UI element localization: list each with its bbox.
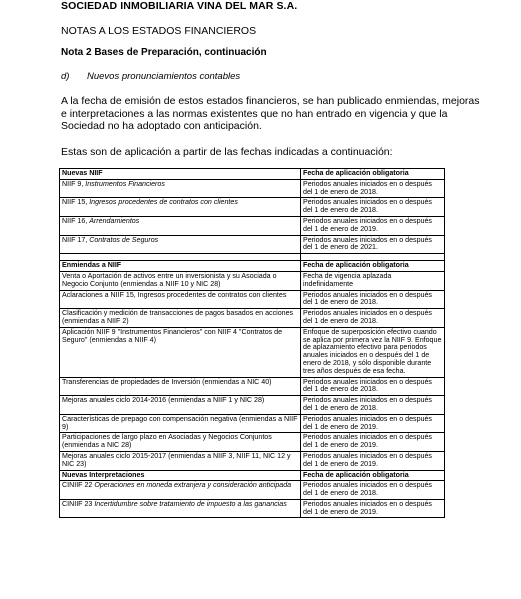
- table-section-header: [60, 261, 445, 272]
- pronouncements-table: [59, 168, 445, 518]
- standard-cell: [60, 499, 301, 518]
- standard-name: Arrendamientos: [89, 216, 140, 225]
- company-name: SOCIEDAD INMOBILIARIA VINA DEL MAR S.A.: [61, 0, 298, 12]
- table-spacer-row: [60, 254, 445, 261]
- section-header-title: Nuevas Interpretaciones: [60, 470, 301, 481]
- standard-name: Contratos de Seguros: [89, 235, 159, 244]
- table-row: [60, 179, 445, 198]
- table-row: [60, 396, 445, 415]
- standard-name: Venta o Aportación de activos entre un inversionista y su Asociada o Negocio Conjunto (enmiendas a NIIF 10 y NIC 28): [62, 271, 277, 288]
- section-header-date: Fecha de aplicación obligatoria: [301, 470, 445, 481]
- intro-line: Estas son de aplicación a partir de las fechas indicadas a continuación:: [61, 146, 393, 158]
- standard-name: Clasificación y medición de transacciones de pagos basados en acciones (enmiendas a NIIF 2): [62, 309, 294, 325]
- section-header-date: Fecha de aplicación obligatoria: [301, 169, 445, 180]
- standard-cell: [60, 198, 301, 217]
- table-row: [60, 499, 445, 518]
- table-row: [60, 198, 445, 217]
- effective-date-cell: Periodos anuales iniciados en o después del 1 de enero de 2018.: [301, 309, 445, 328]
- standard-cell: [60, 396, 301, 415]
- standard-cell: [60, 481, 301, 500]
- table-row: [60, 235, 445, 254]
- table-row: [60, 327, 445, 377]
- section-header-title: Enmiendas a NIIF: [60, 261, 301, 272]
- standard-name: Instrumentos Financieros: [85, 179, 165, 188]
- standard-code: NIIF 9,: [62, 179, 86, 188]
- effective-date-cell: Periodos anuales iniciados en o después del 1 de enero de 2018.: [301, 198, 445, 217]
- table-row: [60, 451, 445, 470]
- intro-paragraph: A la fecha de emisión de estos estados financieros, se han publicado enmiendas, mejoras e interpretaciones a las normas existentes que no han entrado en vigencia y que la Sociedad no ha adoptado con anticipación.: [61, 95, 480, 132]
- standard-cell: [60, 179, 301, 198]
- standard-cell: [60, 216, 301, 235]
- spacer-cell: [301, 254, 445, 261]
- subsection-title: Nuevos pronunciamientos contables: [87, 71, 241, 82]
- standard-cell: [60, 433, 301, 452]
- effective-date-cell: Fecha de vigencia aplazada indefinidamente: [301, 271, 445, 290]
- effective-date-cell: Periodos anuales iniciados en o después del 1 de enero de 2018.: [301, 396, 445, 415]
- standard-name: Aplicación NIIF 9 "Instrumentos Financieros" con NIIF 4 "Contratos de Seguro" (enmiendas a NIIF 4): [62, 327, 283, 344]
- section-header-date: Fecha de aplicación obligatoria: [301, 261, 445, 272]
- effective-date-cell: Periodos anuales iniciados en o después del 1 de enero de 2019.: [301, 414, 445, 433]
- table-section-header: [60, 169, 445, 180]
- standard-code: CINIIF 22: [62, 481, 95, 490]
- section-header-title: Nuevas NIIF: [60, 169, 301, 180]
- standard-code: CINIIF 23: [62, 499, 95, 508]
- effective-date-cell: Periodos anuales iniciados en o después del 1 de enero de 2018.: [301, 179, 445, 198]
- standard-cell: [60, 327, 301, 377]
- table-row: [60, 290, 445, 309]
- effective-date-cell: Periodos anuales iniciados en o después del 1 de enero de 2018.: [301, 377, 445, 396]
- subsection-heading: [61, 71, 240, 82]
- effective-date-cell: Enfoque de superposición efectivo cuando se aplica por primera vez la NIIF 9. Enfoque de aplazamiento efectivo para periodos anuales iniciados en o después del 1 de enero de 2018, y sólo disponible durante tres años después de esa fecha.: [301, 327, 445, 377]
- effective-date-cell: Periodos anuales iniciados en o después del 1 de enero de 2019.: [301, 451, 445, 470]
- standard-cell: [60, 451, 301, 470]
- effective-date-cell: Periodos anuales iniciados en o después del 1 de enero de 2021.: [301, 235, 445, 254]
- standard-name: Mejoras anuales ciclo 2014-2016 (enmiendas a NIIF 1 y NIC 28): [62, 396, 265, 405]
- effective-date-cell: Periodos anuales iniciados en o después del 1 de enero de 2019.: [301, 433, 445, 452]
- standard-name: Participaciones de largo plazo en Asociadas y Negocios Conjuntos (enmiendas a NIC 28): [62, 433, 272, 450]
- standard-cell: [60, 377, 301, 396]
- standard-cell: [60, 290, 301, 309]
- standard-name: Transferencias de propiedades de Inversión (enmiendas a NIC 40): [62, 377, 272, 386]
- table-row: [60, 433, 445, 452]
- table-row: [60, 309, 445, 328]
- effective-date-cell: Periodos anuales iniciados en o después del 1 de enero de 2019.: [301, 216, 445, 235]
- standard-name: Mejoras anuales ciclo 2015-2017 (enmiendas a NIIF 3, NIIF 11, NIC 12 y NIC 23): [62, 451, 291, 468]
- section-heading: Nota 2 Bases de Preparación, continuación: [61, 47, 267, 58]
- table-row: [60, 377, 445, 396]
- standard-cell: [60, 271, 301, 290]
- table-row: [60, 481, 445, 500]
- standard-cell: [60, 309, 301, 328]
- standard-cell: [60, 235, 301, 254]
- standard-code: NIIF 17,: [62, 235, 90, 244]
- standard-name: Aclaraciones a NIIF 15, Ingresos procedentes de contratos con clientes: [62, 290, 287, 299]
- table-row: [60, 216, 445, 235]
- table-section-header: [60, 470, 445, 481]
- standard-code: NIIF 15,: [62, 198, 90, 207]
- table-row: [60, 414, 445, 433]
- effective-date-cell: Periodos anuales iniciados en o después del 1 de enero de 2018.: [301, 290, 445, 309]
- standard-name: Operaciones en moneda extranjera y consideración anticipada: [94, 481, 292, 490]
- standard-code: NIIF 16,: [62, 216, 90, 225]
- subsection-letter: d): [61, 71, 70, 82]
- standard-name: Incertidumbre sobre tratamiento de impuesto a las ganancias: [94, 499, 287, 508]
- notes-title: NOTAS A LOS ESTADOS FINANCIEROS: [61, 25, 257, 37]
- standard-cell: [60, 414, 301, 433]
- effective-date-cell: Periodos anuales iniciados en o después del 1 de enero de 2019.: [301, 499, 445, 518]
- table-row: [60, 271, 445, 290]
- spacer-cell: [60, 254, 301, 261]
- standard-name: Ingresos procedentes de contratos con clientes: [89, 198, 238, 207]
- standard-name: Características de prepago con compensación negativa (enmiendas a NIIF 9): [62, 414, 298, 431]
- effective-date-cell: Periodos anuales iniciados en o después del 1 de enero de 2018.: [301, 481, 445, 500]
